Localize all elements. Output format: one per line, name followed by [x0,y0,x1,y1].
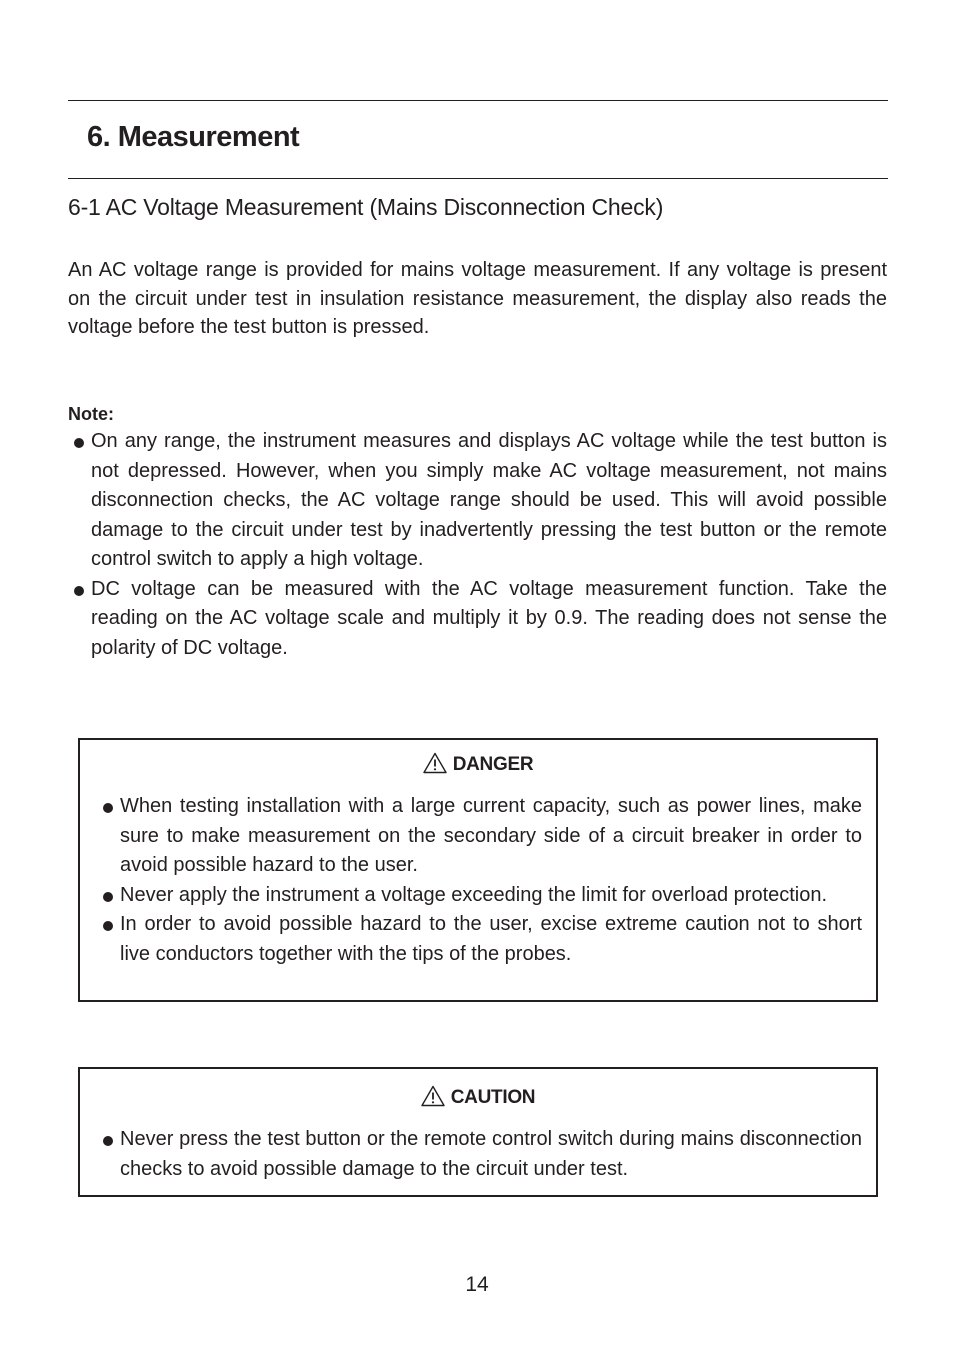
note-item [69,575,887,664]
danger-item [98,792,862,881]
danger-item-text: Never apply the instrument a voltage exceeding the limit for overload protection. [120,883,828,906]
title-divider [68,178,888,179]
caution-label: CAUTION [450,1087,536,1108]
danger-item-text: In order to avoid possible hazard to the user, excise extreme caution not to short live conductors together with the tips of the probes. [120,913,862,965]
warning-triangle-icon [423,752,447,774]
intro-paragraph: An AC voltage range is provided for mains voltage measurement. If any voltage is present on the circuit under test in insulation resistance measurement, the display also reads the voltage before the test button is pressed. [68,259,887,339]
note-list [69,427,887,663]
section-title: 6-1 AC Voltage Measurement (Mains Disconnection Check) [68,194,664,220]
caution-item [98,1125,862,1184]
top-divider [68,100,888,101]
bullet-icon [103,892,113,902]
caution-item-text: Never press the test button or the remote control switch during mains disconnection checks to avoid possible damage to the circuit under test. [120,1128,862,1180]
danger-item [98,881,862,911]
danger-item [98,910,862,969]
danger-label: DANGER [452,754,534,775]
bullet-icon [103,921,113,931]
caution-box [78,1067,878,1197]
warning-triangle-icon [421,1085,445,1107]
bullet-icon [103,803,113,813]
note-item-text: On any range, the instrument measures and displays AC voltage while the test button is not depressed. However, when you simply make AC voltage measurement, not mains disconnection checks, the AC voltage range should be used. This will avoid possible damage to the circuit under test by inadvertently pressing the test button or the remote control switch to apply a high voltage. [91,430,887,570]
note-label: Note: [68,404,114,424]
bullet-icon [74,586,84,596]
danger-list [98,792,862,969]
note-item-text: DC voltage can be measured with the AC voltage measurement function. Take the reading on the AC voltage scale and multiply it by 0.9. The reading does not sense the polarity of DC voltage. [91,577,887,659]
bullet-icon [74,438,84,448]
danger-box [78,738,878,1002]
note-item [69,427,887,575]
caution-heading [80,1085,876,1109]
chapter-title: 6. Measurement [87,121,300,153]
caution-list [98,1125,862,1184]
danger-item-text: When testing installation with a large current capacity, such as power lines, make sure to make measurement on the secondary side of a circuit breaker in order to avoid possible hazard to the user. [120,795,862,876]
page-number: 14 [465,1273,489,1296]
bullet-icon [103,1136,113,1146]
danger-heading [80,752,876,776]
